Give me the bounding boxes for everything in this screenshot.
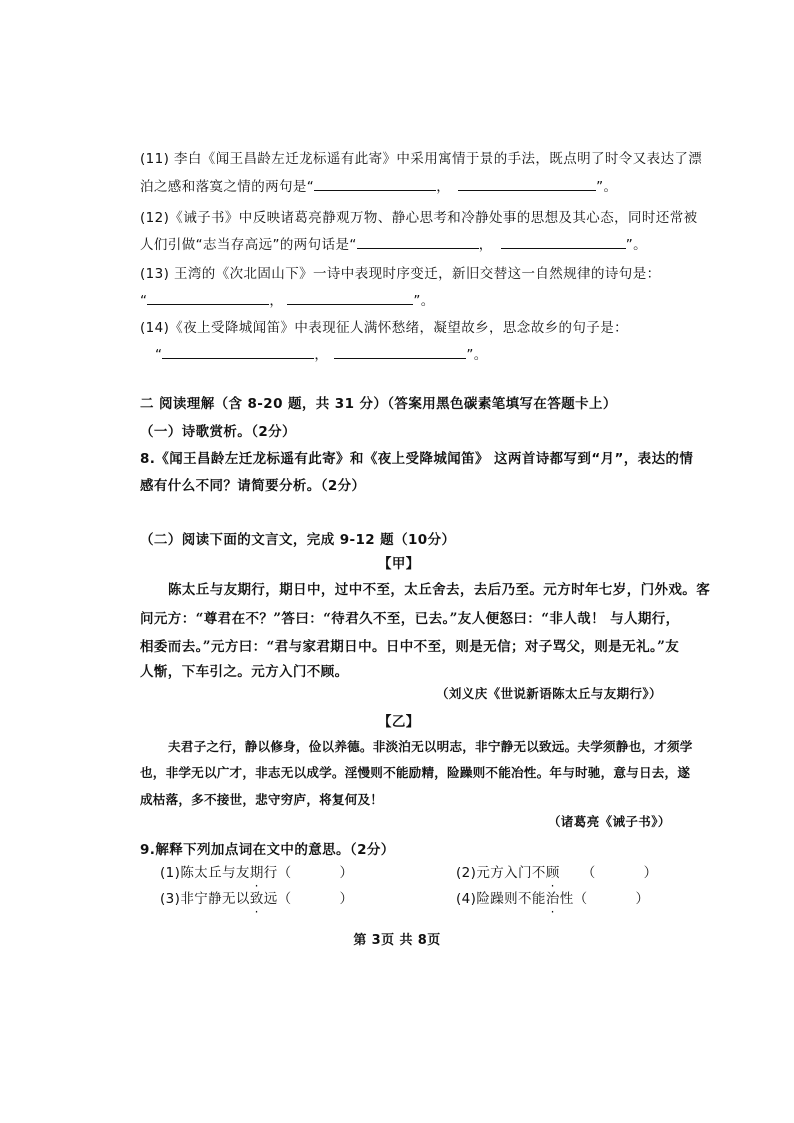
- q14-line2: [155, 343, 488, 363]
- passage-jia-source: （刘义庆《世说新语陈太丘与友期行》）: [436, 686, 662, 701]
- passage-yi-line-2: 也，非学无以广才，非志无以成学。淫慢则不能励精，险躁则不能冶性。年与时驰，意与日去，遂: [140, 765, 691, 780]
- passage-yi-line-1: 夫君子之行，静以修身，俭以养德。非淡泊无以明志，非宁静无以致远。夫学须静也，才须学: [168, 739, 693, 754]
- q13-end: ”。: [413, 293, 435, 309]
- q12-blank-1[interactable]: [357, 236, 479, 249]
- q9-item-1-open: 行（: [263, 865, 292, 881]
- passage-jia-label: 【甲】: [378, 556, 420, 572]
- passage-jia-line-1: 陈太丘与友期行，期日中，过中不至，太丘舍去，去后乃至。元方时年七岁，门外戏。客: [168, 582, 711, 598]
- q14-blank-1[interactable]: [162, 346, 314, 359]
- q11-end: ”。: [596, 179, 618, 195]
- q11-line2: [140, 175, 617, 195]
- q12-sep: ，: [478, 237, 493, 253]
- q12-line1: (12)《诫子书》中反映诸葛亮静观万物、静心思考和冷静处事的思想及其心态，同时还常被: [140, 210, 698, 226]
- q9-item-2-dotted-word: 顾: [545, 865, 560, 881]
- q9-item-2-open: （: [581, 865, 596, 881]
- q13-line2: [140, 289, 435, 309]
- passage-jia-line-2: 问元方：“尊君在不？”答曰：“待君久不至，已去。”友人便怒曰：“非人哉！ 与人期行，: [140, 611, 680, 627]
- q11-sep: ，: [436, 179, 451, 195]
- q9-item-1: [160, 861, 353, 881]
- q9-item-1-close: ）: [339, 865, 354, 881]
- q9-heading: 9.解释下列加点词在文中的意思。（2分）: [140, 842, 395, 858]
- passage-jia-line-3: 相委而去。”元方曰：“君与家君期日中。日中不至，则是无信；对子骂父，则是无礼。”友: [140, 639, 680, 655]
- q9-item-1-text: (1)陈太丘与友: [160, 865, 250, 881]
- q11-line1: (11) 李白《闻王昌龄左迁龙标遥有此寄》中采用寓情于景的手法，既点明了时令又表达了漂: [140, 151, 703, 167]
- passage-yi-label: 【乙】: [378, 714, 420, 730]
- q11-prefix: 泊之感和落寞之情的两句是“: [140, 179, 315, 195]
- q9-item-2-text: (2)元方入门不: [456, 865, 546, 881]
- q9-item-3: [160, 887, 353, 907]
- q9-item-1-dotted-word: 期: [249, 865, 264, 881]
- q9-item-4-open: 性（: [559, 891, 588, 907]
- q9-item-3-text: (3)非宁静无以: [160, 891, 250, 907]
- q14-sep: ，: [314, 347, 329, 363]
- q9-item-3-open: 远（: [263, 891, 292, 907]
- q12-end: ”。: [625, 237, 647, 253]
- q13-prefix: “: [140, 293, 148, 309]
- q9-item-3-dotted-word: 致: [249, 891, 264, 907]
- q12-line2: [140, 233, 647, 253]
- q9-item-3-close: ）: [339, 891, 354, 907]
- q9-item-2: [456, 861, 658, 881]
- q9-item-2-close: ）: [643, 865, 658, 881]
- q11-blank-2[interactable]: [458, 178, 596, 191]
- q13-blank-2[interactable]: [287, 292, 413, 305]
- page-number: 第 3页 共 8页: [353, 933, 441, 948]
- part1-heading: （一）诗歌赏析。（2分）: [140, 424, 296, 440]
- q9-item-4-close: ）: [635, 891, 650, 907]
- q13-blank-1[interactable]: [147, 292, 269, 305]
- q13-sep: ，: [269, 293, 284, 309]
- q13-line1: (13) 王湾的《次北固山下》一诗中表现时序变迁，新旧交替这一自然规律的诗句是：: [140, 266, 661, 282]
- q9-item-4: [456, 887, 649, 907]
- q14-blank-2[interactable]: [334, 346, 466, 359]
- q9-item-4-dotted-word: 治: [545, 891, 560, 907]
- part2-heading: （二）阅读下面的文言文，完成 9-12 题（10分）: [140, 532, 456, 548]
- q12-prefix: 人们引做“志当存高远”的两句话是“: [140, 237, 357, 253]
- q14-prefix: “: [155, 347, 163, 363]
- q12-blank-2[interactable]: [501, 236, 626, 249]
- passage-yi-source: （诸葛亮《诫子书》）: [548, 814, 671, 829]
- q9-item-4-text: (4)险躁则不能: [456, 891, 546, 907]
- q14-line1: (14)《夜上受降城闻笛》中表现征人满怀愁绪，凝望故乡，思念故乡的句子是：: [140, 320, 629, 336]
- section2-heading: 二 阅读理解（含 8-20 题，共 31 分）（答案用黑色碳素笔填写在答题卡上）: [140, 396, 617, 412]
- q8-line2: 感有什么不同？请简要分析。（2分）: [140, 478, 366, 494]
- passage-jia-line-4: 人惭，下车引之。元方入门不顾。: [140, 664, 349, 680]
- q14-end: ”。: [466, 347, 488, 363]
- q8-line1: 8.《闻王昌龄左迁龙标遥有此寄》和《夜上受降城闻笛》 这两首诗都写到“月”，表达的情: [140, 451, 694, 467]
- passage-yi-line-3: 成枯落，多不接世，悲守穷庐，将复何及！: [140, 792, 384, 807]
- q11-blank-1[interactable]: [314, 178, 436, 191]
